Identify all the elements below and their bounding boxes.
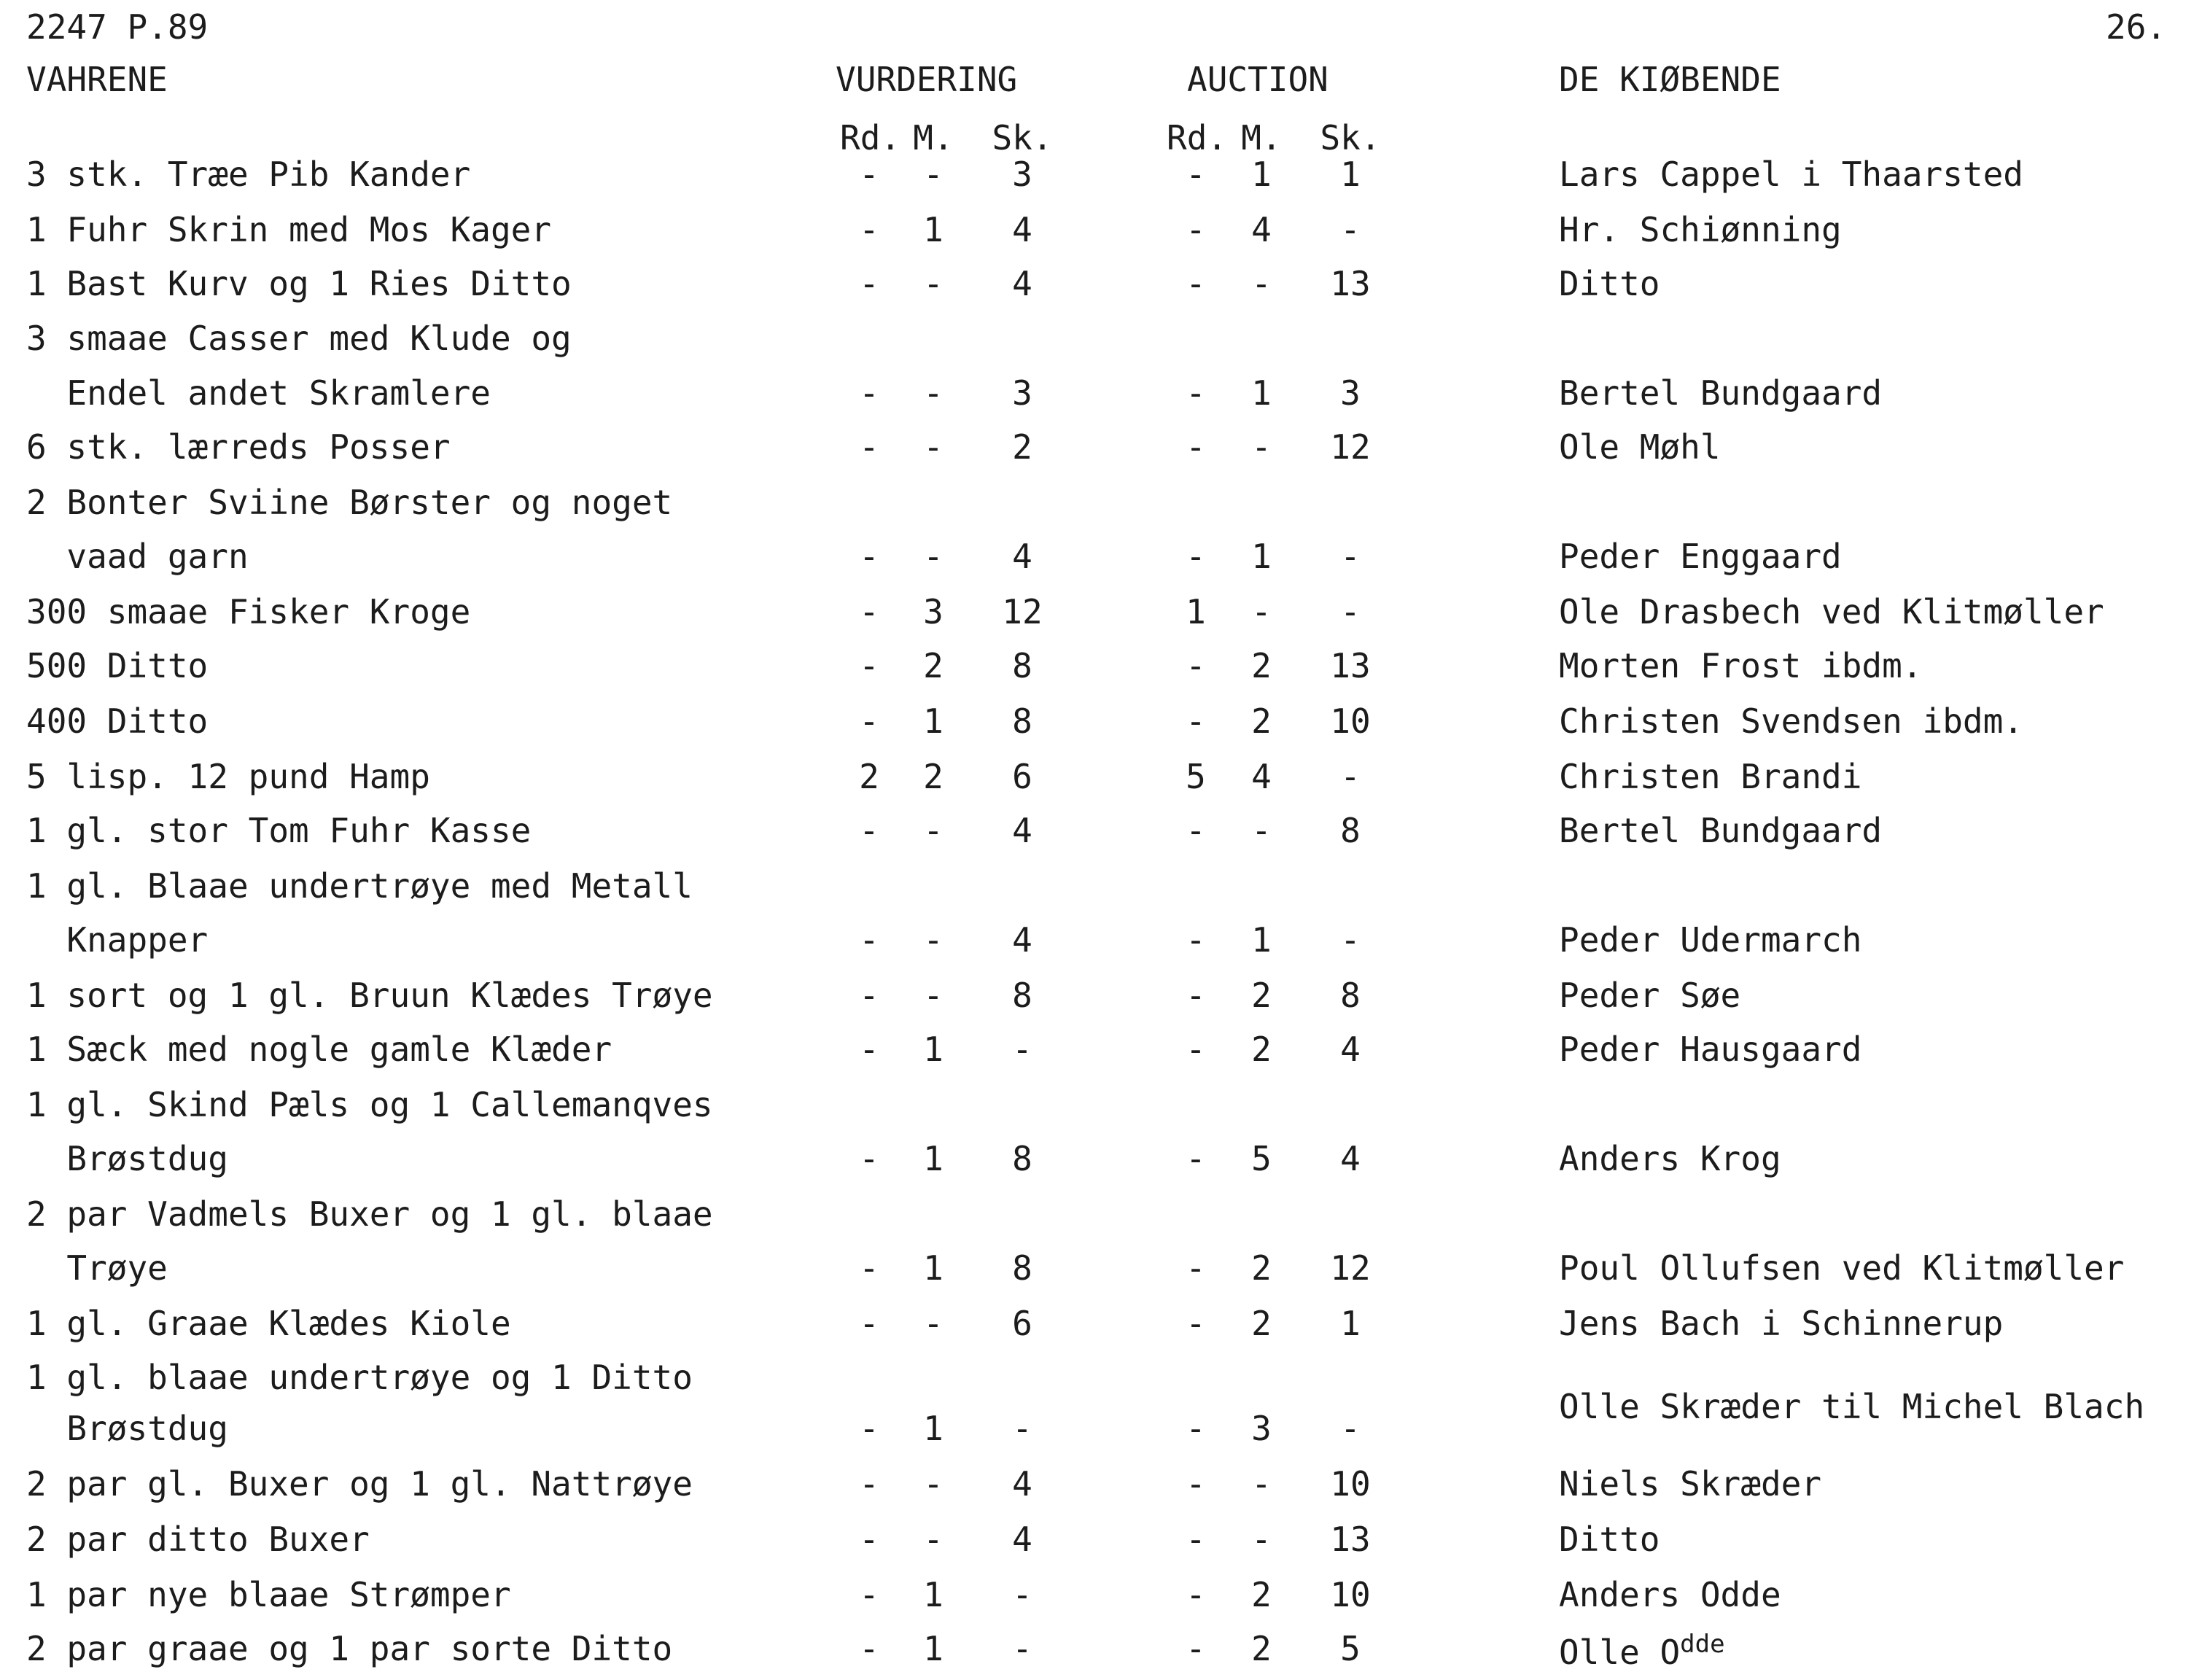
auc-m-cell: - xyxy=(1251,811,1272,850)
val-sk-cell: 6 xyxy=(1012,757,1032,796)
item-description: 1 gl. blaae undertrøye og 1 Ditto xyxy=(26,1358,693,1397)
auc-rd-cell: - xyxy=(1186,1030,1206,1069)
val-sk-cell: - xyxy=(1012,1629,1032,1668)
auc-sk-cell: 13 xyxy=(1330,1520,1371,1559)
table-row xyxy=(0,866,2202,913)
item-description: 2 Bonter Sviine Børster og noget xyxy=(26,483,673,522)
auc-sk-cell: - xyxy=(1340,757,1361,796)
table-row xyxy=(0,976,2202,1022)
val-rd-cell: - xyxy=(859,537,879,576)
val-rd-cell: - xyxy=(859,1409,879,1448)
table-row xyxy=(0,811,2202,858)
header-buyers: DE KIØBENDE xyxy=(1559,60,1781,99)
item-description: 1 par nye blaae Strømper xyxy=(26,1575,511,1614)
auc-sk-cell: 10 xyxy=(1330,1464,1371,1504)
table-row xyxy=(0,1522,2202,1566)
auc-m-cell: 2 xyxy=(1251,1248,1272,1288)
val-sk-cell: 4 xyxy=(1012,210,1032,249)
auc-m-cell: 2 xyxy=(1251,701,1272,741)
auc-m-cell: - xyxy=(1251,264,1272,303)
buyer-name: Ditto xyxy=(1559,1520,1660,1559)
item-description: 2 par gl. Buxer og 1 gl. Nattrøye xyxy=(26,1464,693,1504)
val-m-cell: 1 xyxy=(923,210,944,249)
auc-sk-cell: - xyxy=(1340,1409,1361,1448)
auc-m-cell: 4 xyxy=(1251,757,1272,796)
table-row xyxy=(0,592,2202,639)
buyer-name: Anders Odde xyxy=(1559,1575,1781,1614)
val-m-cell: - xyxy=(923,811,944,850)
item-description: 400 Ditto xyxy=(26,701,209,741)
item-description: 2 par graae og 1 par sorte Ditto xyxy=(26,1629,673,1668)
val-m-cell: - xyxy=(923,1520,944,1559)
table-row xyxy=(0,1032,2202,1076)
val-rd-cell: - xyxy=(859,1520,879,1559)
page-number: 26. xyxy=(2106,7,2167,47)
buyer-name: Niels Skræder xyxy=(1559,1464,1822,1504)
item-description: 5 lisp. 12 pund Hamp xyxy=(26,757,430,796)
auc-sk-cell: 8 xyxy=(1340,811,1361,850)
val-sk-cell: 8 xyxy=(1012,1248,1032,1288)
auc-rd-cell: - xyxy=(1186,264,1206,303)
auc-rd-cell: - xyxy=(1186,537,1206,576)
auc-rd-cell: - xyxy=(1186,811,1206,850)
table-row xyxy=(0,1629,2202,1676)
item-description: Endel andet Skramlere xyxy=(26,373,491,413)
val-rd-cell: - xyxy=(859,373,879,413)
val-m-cell: - xyxy=(923,373,944,413)
auc-sk-cell: 10 xyxy=(1330,701,1371,741)
val-sk-cell: - xyxy=(1012,1575,1032,1614)
table-row xyxy=(0,701,2202,748)
val-m-cell: - xyxy=(923,264,944,303)
auc-sk-cell: 4 xyxy=(1340,1139,1361,1178)
auc-sk-cell: 12 xyxy=(1330,427,1371,467)
auc-rd-cell: - xyxy=(1186,1575,1206,1614)
auc-rd-cell: - xyxy=(1186,1629,1206,1668)
document-reference: 2247 P.89 xyxy=(26,7,209,47)
auc-sk-cell: 13 xyxy=(1330,646,1371,685)
auc-rd-cell: - xyxy=(1186,210,1206,249)
val-sk-cell: 6 xyxy=(1012,1304,1032,1343)
val-sk-cell: 8 xyxy=(1012,646,1032,685)
table-row xyxy=(0,1139,2202,1186)
auc-rd-cell: - xyxy=(1186,427,1206,467)
val-sk-cell: 4 xyxy=(1012,1464,1032,1504)
auc-m-cell: 2 xyxy=(1251,1575,1272,1614)
item-description: 2 par ditto Buxer xyxy=(26,1520,370,1559)
val-sk-cell: 4 xyxy=(1012,811,1032,850)
val-rd-cell: 2 xyxy=(859,757,879,796)
buyer-name: Jens Bach i Schinnerup xyxy=(1559,1304,2004,1343)
val-m-cell: - xyxy=(923,1464,944,1504)
item-description: 1 gl. Skind Pæls og 1 Callemanqves xyxy=(26,1085,713,1124)
item-description: Knapper xyxy=(26,920,209,960)
val-sk-cell: - xyxy=(1012,1409,1032,1448)
auc-sk-cell: - xyxy=(1340,592,1361,631)
auc-m-cell: 4 xyxy=(1251,210,1272,249)
table-row xyxy=(0,1194,2202,1241)
auc-m-cell: 3 xyxy=(1251,1409,1272,1448)
val-sk-cell: 8 xyxy=(1012,1139,1032,1178)
item-description: vaad garn xyxy=(26,537,249,576)
val-sk-cell: 4 xyxy=(1012,920,1032,960)
auc-m-cell: - xyxy=(1251,1464,1272,1504)
item-description: 500 Ditto xyxy=(26,646,209,685)
buyer-name: Peder Søe xyxy=(1559,976,1741,1015)
buyer-name-superscript: dde xyxy=(1680,1630,1725,1659)
val-rd-cell: - xyxy=(859,1629,879,1668)
auc-m-cell: 2 xyxy=(1251,1629,1272,1668)
val-rd-label: Rd. xyxy=(840,118,901,158)
val-sk-cell: - xyxy=(1012,1030,1032,1069)
buyer-name: Ole Drasbech ved Klitmøller xyxy=(1559,592,2104,631)
auc-rd-cell: - xyxy=(1186,920,1206,960)
item-description: 2 par Vadmels Buxer og 1 gl. blaae xyxy=(26,1194,713,1234)
auc-sk-cell: 10 xyxy=(1330,1575,1371,1614)
auc-sk-cell: 4 xyxy=(1340,1030,1361,1069)
spanning-buyer: Olle Skræder til Michel Blach xyxy=(1559,1387,2145,1426)
buyer-name: Peder Hausgaard xyxy=(1559,1030,1862,1069)
val-rd-cell: - xyxy=(859,264,879,303)
buyer-name: Peder Enggaard xyxy=(1559,537,1842,576)
val-rd-cell: - xyxy=(859,427,879,467)
table-row xyxy=(0,537,2202,583)
buyer-name: Olle $O^{dde}$ xyxy=(1559,1630,1725,1672)
table-row xyxy=(0,646,2202,693)
table-row xyxy=(0,1085,2202,1132)
table-row xyxy=(0,319,2202,365)
auc-m-cell: 1 xyxy=(1251,373,1272,413)
val-sk-cell: 4 xyxy=(1012,537,1032,576)
val-m-cell: 3 xyxy=(923,592,944,631)
auc-m-cell: 2 xyxy=(1251,1304,1272,1343)
item-description: 1 Fuhr Skrin med Mos Kager xyxy=(26,210,552,249)
auc-m-cell: 5 xyxy=(1251,1139,1272,1178)
buyer-name: Ole Møhl xyxy=(1559,427,1721,467)
auc-sk-cell: - xyxy=(1340,537,1361,576)
val-rd-cell: - xyxy=(859,155,879,194)
item-description: Trøye xyxy=(26,1248,168,1288)
auc-rd-label: Rd. xyxy=(1167,118,1228,158)
header-auction: AUCTION xyxy=(1187,60,1328,99)
val-sk-cell: 4 xyxy=(1012,264,1032,303)
item-description: Brøstdug xyxy=(26,1409,228,1448)
table-row xyxy=(0,1304,2202,1350)
item-description: 1 Bast Kurv og 1 Ries Ditto xyxy=(26,264,572,303)
val-m-label: M. xyxy=(913,118,954,158)
val-m-cell: 1 xyxy=(923,701,944,741)
item-description: 1 gl. Graae Klædes Kiole xyxy=(26,1304,511,1343)
buyer-name: Morten Frost ibdm. xyxy=(1559,646,1923,685)
auc-m-cell: 1 xyxy=(1251,537,1272,576)
val-m-cell: 1 xyxy=(923,1409,944,1448)
auc-sk-cell: 1 xyxy=(1340,155,1361,194)
table-row xyxy=(0,1464,2202,1511)
val-sk-cell: 3 xyxy=(1012,373,1032,413)
table-row xyxy=(0,920,2202,967)
auc-rd-cell: - xyxy=(1186,646,1206,685)
auc-sk-cell: 3 xyxy=(1340,373,1361,413)
auc-m-cell: - xyxy=(1251,427,1272,467)
auc-sk-cell: 12 xyxy=(1330,1248,1371,1288)
buyer-name: Poul Ollufsen ved Klitmøller xyxy=(1559,1248,2125,1288)
item-description: 1 gl. stor Tom Fuhr Kasse xyxy=(26,811,532,850)
item-description: Brøstdug xyxy=(26,1139,228,1178)
auc-m-cell: 1 xyxy=(1251,155,1272,194)
val-m-cell: 1 xyxy=(923,1248,944,1288)
val-rd-cell: - xyxy=(859,210,879,249)
auc-m-cell: - xyxy=(1251,592,1272,631)
val-m-cell: 1 xyxy=(923,1629,944,1668)
auc-sk-cell: - xyxy=(1340,210,1361,249)
val-m-cell: - xyxy=(923,155,944,194)
val-rd-cell: - xyxy=(859,976,879,1015)
val-m-cell: 2 xyxy=(923,646,944,685)
auc-sk-label: Sk. xyxy=(1320,118,1381,158)
buyer-name: Bertel Bundgaard xyxy=(1559,811,1883,850)
val-rd-cell: - xyxy=(859,1139,879,1178)
auc-sk-cell: 5 xyxy=(1340,1629,1361,1668)
val-sk-label: Sk. xyxy=(992,118,1053,158)
item-description: 300 smaae Fisker Kroge xyxy=(26,592,471,631)
table-row xyxy=(0,210,2202,257)
auc-sk-cell: 1 xyxy=(1340,1304,1361,1343)
item-description: 1 Sæck med nogle gamle Klæder xyxy=(26,1030,612,1069)
table-row xyxy=(0,1248,2202,1295)
item-description: 3 smaae Casser med Klude og xyxy=(26,319,572,358)
auc-rd-cell: - xyxy=(1186,155,1206,194)
val-m-cell: 1 xyxy=(923,1030,944,1069)
auc-rd-cell: - xyxy=(1186,1248,1206,1288)
auc-m-cell: - xyxy=(1251,1520,1272,1559)
buyer-name: Ditto xyxy=(1559,264,1660,303)
val-sk-cell: 3 xyxy=(1012,155,1032,194)
val-m-cell: - xyxy=(923,920,944,960)
table-row xyxy=(0,1575,2202,1622)
val-sk-cell: 4 xyxy=(1012,1520,1032,1559)
item-description: 3 stk. Træe Pib Kander xyxy=(26,155,471,194)
auc-m-cell: 1 xyxy=(1251,920,1272,960)
table-row xyxy=(0,757,2202,804)
auc-sk-cell: 8 xyxy=(1340,976,1361,1015)
auc-m-cell: 2 xyxy=(1251,646,1272,685)
auc-m-cell: 2 xyxy=(1251,1030,1272,1069)
val-sk-cell: 12 xyxy=(1002,592,1043,631)
auc-rd-cell: - xyxy=(1186,1464,1206,1504)
val-sk-cell: 2 xyxy=(1012,427,1032,467)
buyer-name: Lars Cappel i Thaarsted xyxy=(1559,155,2023,194)
buyer-name: Christen Brandi xyxy=(1559,757,1862,796)
item-description: 1 gl. Blaae undertrøye med Metall xyxy=(26,866,693,906)
val-m-cell: - xyxy=(923,427,944,467)
val-rd-cell: - xyxy=(859,646,879,685)
val-rd-cell: - xyxy=(859,701,879,741)
val-rd-cell: - xyxy=(859,1248,879,1288)
auc-rd-cell: - xyxy=(1186,1409,1206,1448)
buyer-name: Hr. Schiønning xyxy=(1559,210,1842,249)
buyer-name: Anders Krog xyxy=(1559,1139,1781,1178)
val-sk-cell: 8 xyxy=(1012,701,1032,741)
header-valuation: VURDERING xyxy=(836,60,1018,99)
auc-rd-cell: 1 xyxy=(1186,592,1206,631)
table-row xyxy=(0,264,2202,311)
val-rd-cell: - xyxy=(859,811,879,850)
header-goods: VAHRENE xyxy=(26,60,168,99)
val-m-cell: - xyxy=(923,537,944,576)
buyer-name: Christen Svendsen ibdm. xyxy=(1559,701,2023,741)
auc-rd-cell: - xyxy=(1186,976,1206,1015)
val-m-cell: 1 xyxy=(923,1139,944,1178)
buyer-name: Bertel Bundgaard xyxy=(1559,373,1883,413)
auc-m-label: M. xyxy=(1241,118,1282,158)
table-row xyxy=(0,483,2202,529)
auc-rd-cell: - xyxy=(1186,373,1206,413)
item-description: 1 sort og 1 gl. Bruun Klædes Trøye xyxy=(26,976,713,1015)
val-rd-cell: - xyxy=(859,1464,879,1504)
val-m-cell: 1 xyxy=(923,1575,944,1614)
auc-rd-cell: 5 xyxy=(1186,757,1206,796)
buyer-name: Peder Udermarch xyxy=(1559,920,1862,960)
val-m-cell: - xyxy=(923,1304,944,1343)
val-m-cell: - xyxy=(923,976,944,1015)
auc-rd-cell: - xyxy=(1186,1520,1206,1559)
auc-rd-cell: - xyxy=(1186,701,1206,741)
table-row xyxy=(0,427,2202,474)
val-rd-cell: - xyxy=(859,592,879,631)
val-rd-cell: - xyxy=(859,1304,879,1343)
val-sk-cell: 8 xyxy=(1012,976,1032,1015)
val-rd-cell: - xyxy=(859,1030,879,1069)
auc-sk-cell: - xyxy=(1340,920,1361,960)
auc-rd-cell: - xyxy=(1186,1139,1206,1178)
auc-rd-cell: - xyxy=(1186,1304,1206,1343)
auc-sk-cell: 13 xyxy=(1330,264,1371,303)
val-rd-cell: - xyxy=(859,920,879,960)
val-m-cell: 2 xyxy=(923,757,944,796)
item-description: 6 stk. lærreds Posser xyxy=(26,427,451,467)
val-rd-cell: - xyxy=(859,1575,879,1614)
table-row xyxy=(0,155,2202,201)
auc-m-cell: 2 xyxy=(1251,976,1272,1015)
table-row xyxy=(0,373,2202,420)
